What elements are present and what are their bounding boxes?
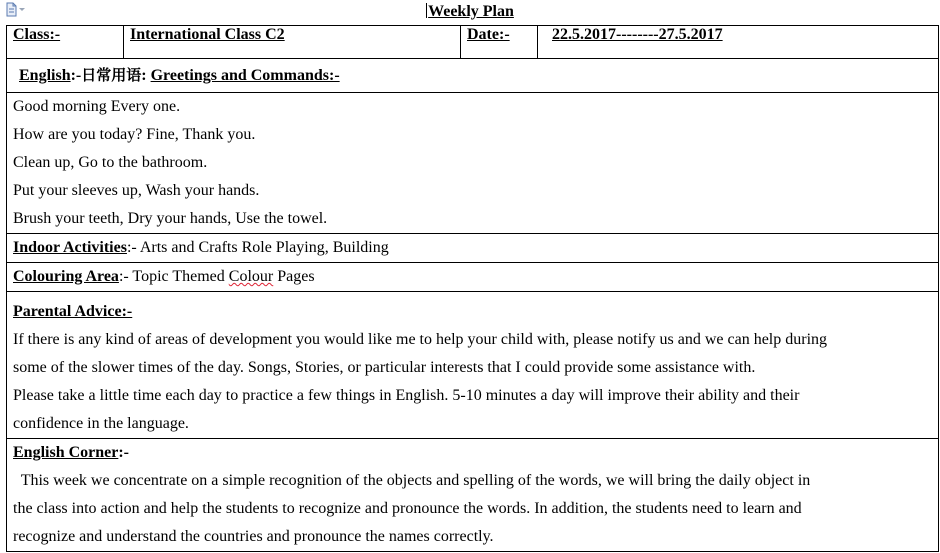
corner-cell: English Corner:- This week we concentrate on a simple recognition of the objects and spelling of the words, we will bring the daily object in the class into action and help the students to recognize and pronounce the words. In addition, the students need to learn and recognize and understand the countries and pronounce the names correctly. [7,439,939,552]
date-value: 22.5.2017--------27.5.2017 [552,26,723,43]
corner-label: English Corner [13,444,119,461]
class-value-cell [124,26,461,59]
parental-row [7,292,939,439]
english-line: Clean up, Go to the bathroom. [13,154,208,171]
parental-line: If there is any kind of areas of development you would like me to help your child with, please notify us and we can help during [13,331,828,348]
english-lines-cell [7,93,939,234]
page-title: Weekly Plan [428,3,514,20]
corner-line: the class into action and help the students to recognize and pronounce the words. In addition, the students need to learn and [13,500,802,517]
spellcheck-word: Colour [228,268,274,285]
corner-row [7,439,939,552]
plan-table [6,25,939,552]
english-heading: English:-日常用语: Greetings and Commands:- [19,66,340,84]
parental-line: Please take a little time each day to practice a few things in English. 5-10 minutes a day will improve their ability and their [13,387,800,404]
english-line: Put your sleeves up, Wash your hands. [13,182,260,199]
corner-line: recognize and understand the countries and pronounce the names correctly. [13,528,494,545]
date-label-cell [461,26,538,59]
english-line: How are you today? Fine, Thank you. [13,126,256,143]
header-row [7,26,939,59]
indoor-label: Indoor Activities [13,239,127,256]
colouring-label: Colouring Area [13,268,119,285]
indoor-text: :- Arts and Crafts Role Playing, Building [126,239,389,256]
corner-line: This week we concentrate on a simple recognition of the objects and spelling of the words, we will bring the daily object in [13,472,811,489]
english-lines-row [7,93,939,234]
english-line: Good morning Every one. [13,98,181,115]
text-cursor [426,3,427,18]
english-line: Brush your teeth, Dry your hands, Use the towel. [13,210,328,227]
colouring-row [7,263,939,292]
class-label-cell [7,26,124,59]
class-label: Class:- [13,26,61,43]
indoor-cell [7,234,939,263]
colouring-cell: Colouring Area:- Topic Themed Colour Pages [7,263,939,292]
date-label: Date:- [467,26,510,43]
english-heading-cell [7,59,939,93]
parental-label: Parental Advice:- [13,303,133,320]
indoor-row [7,234,939,263]
parental-line: some of the slower times of the day. Songs, Stories, or particular interests that I could provide some assistance with. [13,359,756,376]
english-heading-row [7,59,939,93]
parental-line: confidence in the language. [13,415,189,432]
parental-cell [7,292,939,439]
class-value: International Class C2 [130,26,285,43]
date-value-cell [538,26,939,59]
